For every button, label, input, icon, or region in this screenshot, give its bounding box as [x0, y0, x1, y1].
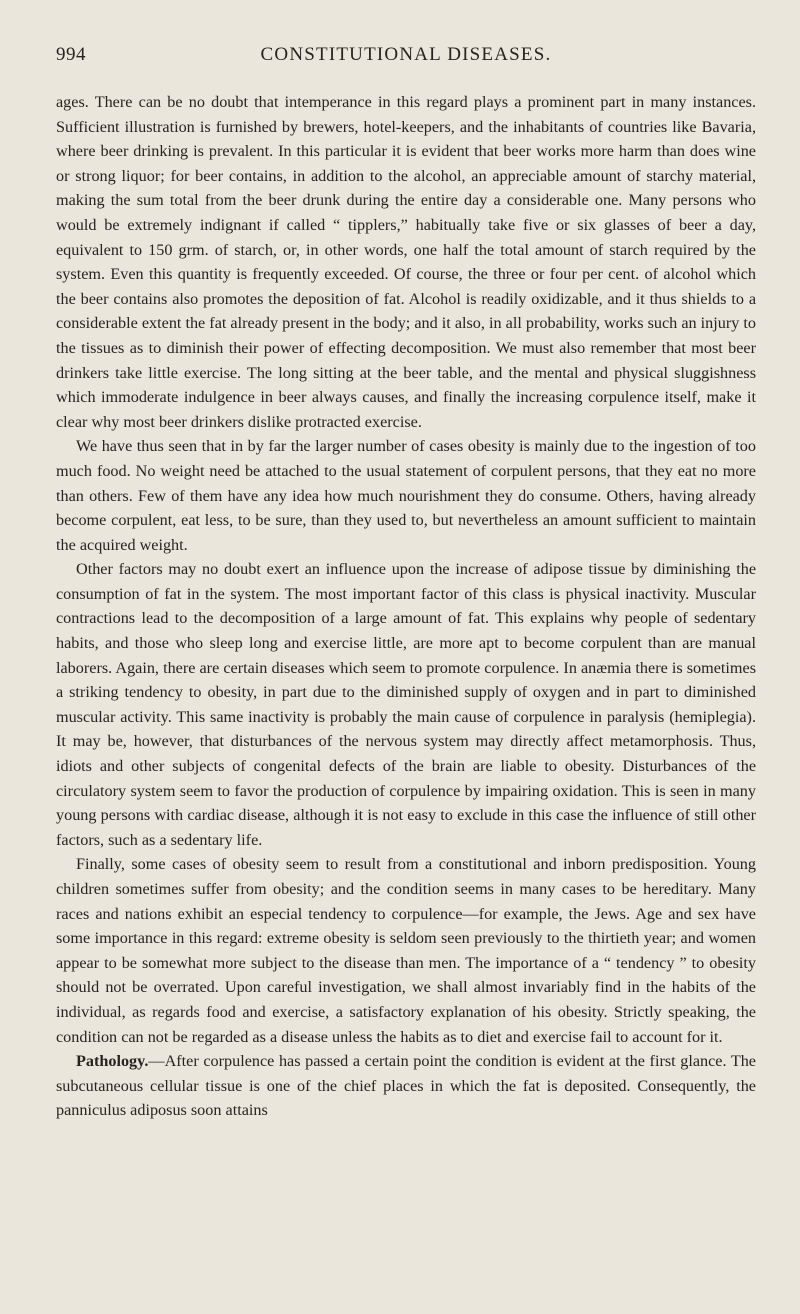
page-number: 994: [56, 44, 86, 65]
body-text: [56, 90, 756, 1123]
pathology-heading: Pathology.: [76, 1052, 149, 1071]
paragraph-intemperance: ages. There can be no doubt that intemperance in this regard plays a prominent part in many instances. Sufficient illustration is furnished by brewers, hotel-keepers, and the inhabitants of countries like Bavaria, where beer drinking is prevalent. In this particular it is evident that beer works more harm than does wine or strong liquor; for beer contains, in addition to the alcohol, an appreciable amount of starchy material, making the sum total from the beer drunk during the entire day a considerable one. Many persons who would be extremely indignant if called “ tipplers,” habitually take five or six glasses of beer a day, equivalent to 150 grm. of starch, or, in other words, one half the total amount of starch required by the system. Even this quantity is frequently exceeded. Of course, the three or four per cent. of alcohol which the beer contains also promotes the deposition of fat. Alcohol is readily oxidizable, and it thus shields to a considerable extent the fat already present in the body; and it also, in all probability, works such an injury to the tissues as to diminish their power of effecting decomposition. We must also remember that most beer drinkers take little exercise. The long sitting at the beer table, and the mental and physical sluggishness which immoderate indulgence in beer always causes, and finally the increasing corpulence itself, make it clear why most beer drinkers dislike protracted exercise.: [56, 93, 756, 431]
paragraph-ingestion: We have thus seen that in by far the larger number of cases obesity is mainly due to the ingestion of too much food. No weight need be attached to the usual statement of corpulent persons, that they eat no more than others. Few of them have any idea how much nourishment they do consume. Others, having already become corpulent, eat less, to be sure, than they used to, but nevertheless an amount sufficient to maintain the acquired weight.: [56, 437, 756, 554]
paragraph-other-factors: Other factors may no doubt exert an influence upon the increase of adipose tissue by diminishing the consumption of fat in the system. The most important factor of this class is physical inactivity. Muscular contractions lead to the decomposition of a large amount of fat. This explains why people of sedentary habits, and those who sleep long and exercise little, are more apt to become corpulent than are manual laborers. Again, there are certain diseases which seem to promote corpulence. In anæmia there is sometimes a striking tendency to obesity, in part due to the diminished supply of oxygen and in part to diminished muscular activity. This same inactivity is probably the main cause of corpulence in paralysis (hemiplegia). It may be, however, that disturbances of the nervous system may directly affect metamorphosis. Thus, idiots and other subjects of congenital defects of the brain are liable to obesity. Disturbances of the circulatory system seem to favor the production of corpulence by impairing oxidation. This is seen in many young persons with cardiac disease, although it is not easy to exclude in this case the influence of still other factors, such as a sedentary life.: [56, 560, 756, 849]
paragraph-predisposition: Finally, some cases of obesity seem to result from a constitutional and inborn predisposition. Young children sometimes suffer from obesity; and the condition seems in many cases to be hereditary. Many races and nations exhibit an especial tendency to corpulence—for example, the Jews. Age and sex have some importance in this regard: extreme obesity is seldom seen previously to the thirtieth year; and women appear to be somewhat more subject to the disease than men. The importance of a “ tendency ” to obesity should not be overrated. Upon careful investigation, we shall almost invariably find in the habits of the individual, as regards food and exercise, a satisfactory explanation of his obesity. Strictly speaking, the condition can not be regarded as a disease unless the habits as to diet and exercise fail to account for it.: [56, 855, 756, 1046]
pathology-text: —After corpulence has passed a certain point the condition is evident at the first glance. The subcutaneous cellular tissue is one of the chief places in which the fat is deposited. Consequently, the panniculus adiposus soon attains: [56, 1052, 756, 1120]
running-head: CONSTITUTIONAL DISEASES.: [260, 44, 552, 65]
page-header: [56, 44, 756, 78]
paragraph-pathology: [56, 1049, 756, 1123]
